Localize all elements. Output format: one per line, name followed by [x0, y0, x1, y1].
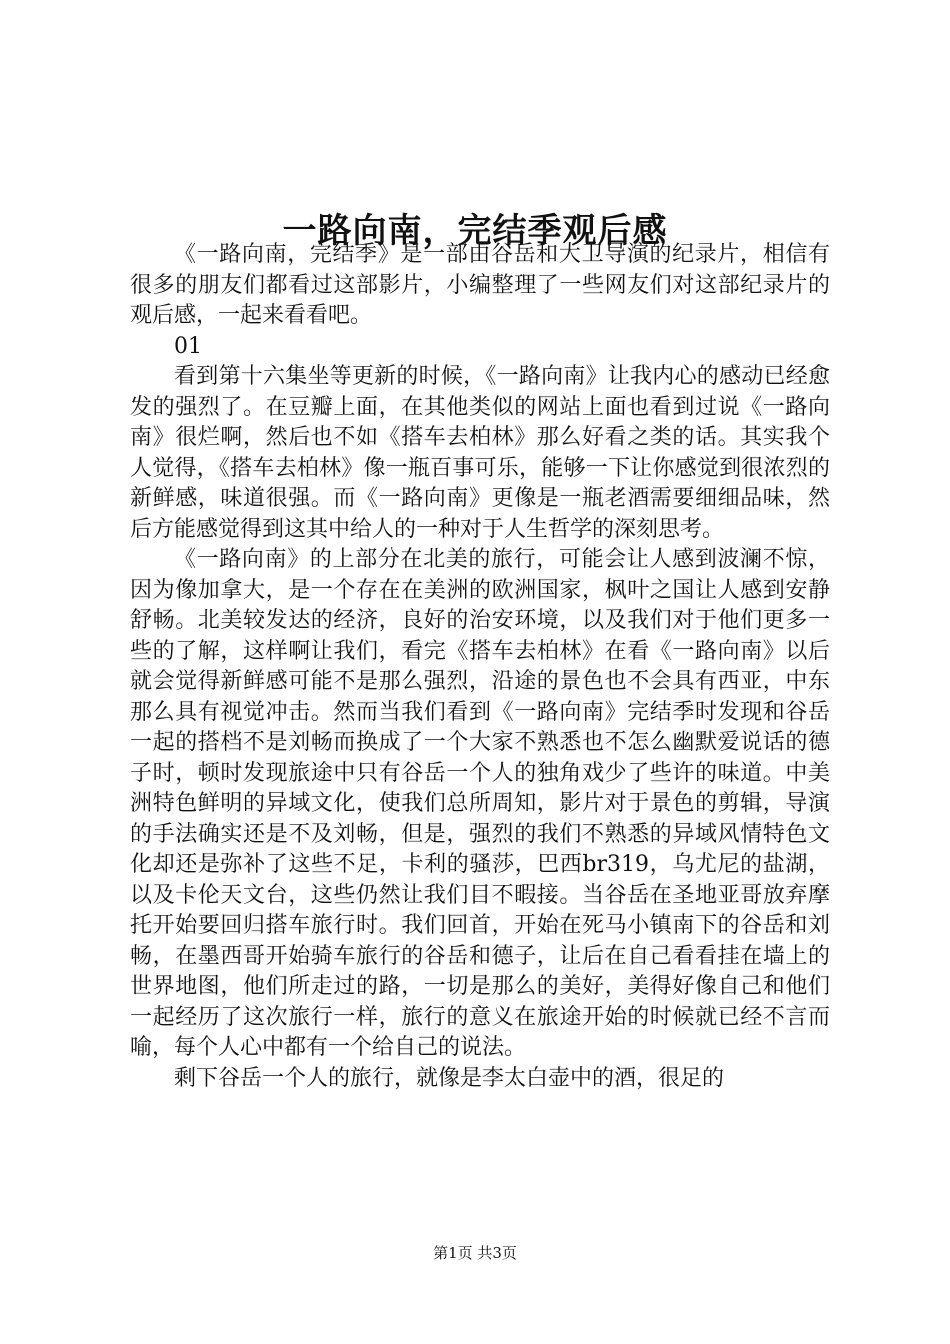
section-number: 01: [174, 333, 202, 359]
body-paragraph: 《一路向南》的上部分在北美的旅行，可能会让人感到波澜不惊，因为像加拿大，是一个存在在美洲的欧洲国家，枫叶之国让人感到安静舒畅。北美较发达的经济，良好的治安环境，以及我们对于他们更多一些的了解，这样啊让我们，看完《搭车去柏林》在看《一路向南》以后就会觉得新鲜感可能不是那么强烈，沿途的景色也不会具有西亚，中东那么具有视觉冲击。然而当我们看到《一路向南》完结季时发现和谷岳一起的搭档不是刘畅而换成了一个大家不熟悉也不怎么幽默爱说话的德子时，顿时发现旅途中只有谷岳一个人的独角戏少了些许的味道。中美洲特色鲜明的异域文化，使我们总所周知，影片对于景色的剪辑，导演的手法确实还是不及刘畅，但是，强烈的我们不熟悉的异域风情特色文化却还是弥补了这些不足，卡利的骚莎，巴西br319，乌尤尼的盐湖，以及卡伦天文台，这些仍然让我们目不暇接。当谷岳在圣地亚哥放弃摩托开始要回归搭车旅行时。我们回首，开始在死马小镇南下的谷岳和刘畅，在墨西哥开始骑车旅行的谷岳和德子，让后在自己看看挂在墙上的世界地图，他们所走过的路，一切是那么的美好，美得好像自己和他们一起经历了这次旅行一样，旅行的意义在旅途开始的时候就已经不言而喻，每个人心中都有一个给自己的说法。: [130, 547, 830, 1060]
document-body: [130, 240, 830, 1094]
document-title: 一路向南，完结季观后感: [282, 210, 668, 251]
body-paragraph: 看到第十六集坐等更新的时候，《一路向南》让我内心的感动已经愈发的强烈了。在豆瓣上面，在其他类似的网站上面也看到过说《一路向南》很烂啊，然后也不如《搭车去柏林》那么好看之类的话。其实我个人觉得，《搭车去柏林》像一瓶百事可乐，能够一下让你感觉到很浓烈的新鲜感，味道很强。而《一路向南》更像是一瓶老酒需要细细品味，然后方能感觉得到这其中给人的一种对于人生哲学的深刻思考。: [130, 364, 830, 542]
intro-paragraph: 《一路向南，完结季》是一部由谷岳和大卫导演的纪录片，相信有很多的朋友们都看过这部影片，小编整理了一些网友们对这部纪录片的观后感，一起来看看吧。: [130, 242, 830, 328]
body-paragraph: 剩下谷岳一个人的旅行，就像是李太白壶中的酒，很足的: [174, 1065, 725, 1091]
page-number-footer: 第1页 共3页: [433, 1244, 517, 1262]
